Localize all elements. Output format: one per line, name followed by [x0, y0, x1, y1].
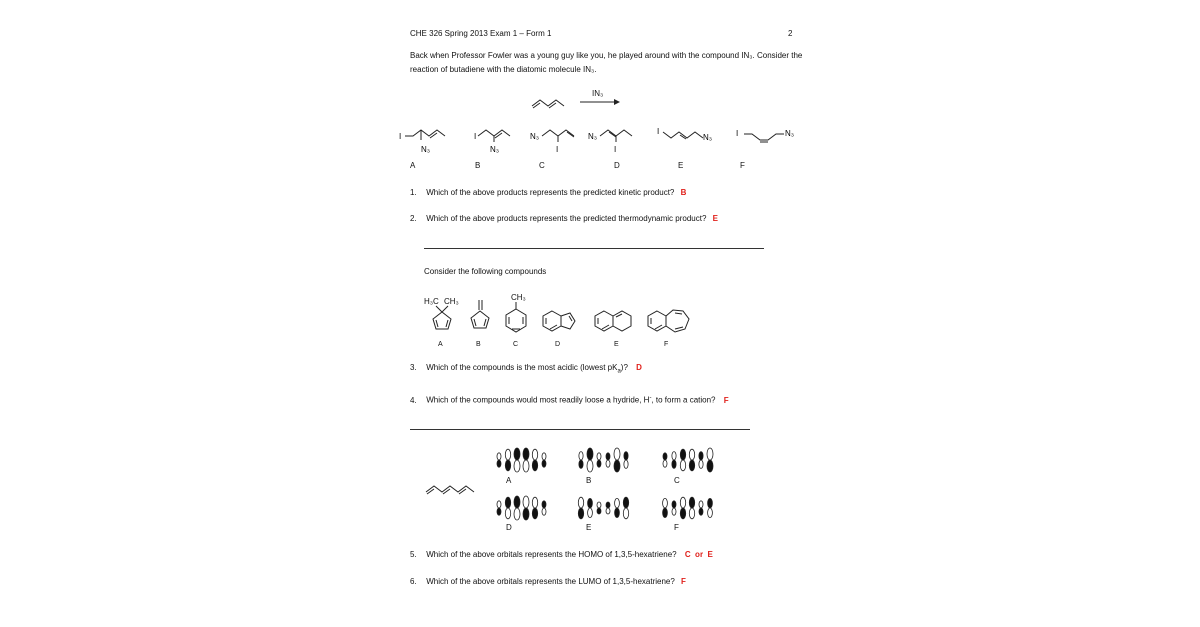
- svg-text:N₃: N₃: [421, 145, 431, 154]
- orbital-lobe-top: [497, 453, 501, 460]
- orbital-label-e: E: [586, 523, 592, 532]
- orbital-a-diagram: [494, 448, 550, 472]
- svg-text:I: I: [736, 129, 739, 138]
- orbital-lobe-top: [505, 497, 510, 508]
- compound-label-b: B: [476, 341, 481, 348]
- product-label-f: F: [740, 161, 745, 170]
- product-a-structure: [399, 126, 465, 156]
- question-4-answer: F: [723, 395, 729, 405]
- orbital-lobe-top: [578, 497, 583, 508]
- orbital-lobe-top: [672, 501, 676, 508]
- orbital-label-a: A: [506, 476, 512, 485]
- compound-label-e: E: [614, 341, 619, 348]
- orbital-lobe-top: [587, 448, 593, 460]
- divider-1: [424, 248, 764, 249]
- compound-label-d: D: [555, 341, 561, 348]
- orbital-lobe-bottom: [542, 460, 546, 467]
- product-d-structure: [588, 126, 648, 156]
- question-3: [410, 364, 642, 375]
- question-3-text: Which of the compounds is the most acidic (lowest pK: [426, 363, 618, 372]
- question-5-answer: C or E: [684, 550, 713, 559]
- orbital-lobe-top: [614, 448, 620, 460]
- orbital-label-d: D: [506, 523, 512, 532]
- orbital-lobe-bottom: [597, 460, 601, 467]
- orbital-lobe-bottom: [505, 460, 510, 471]
- orbital-lobe-bottom: [672, 460, 676, 468]
- product-b-structure: [470, 126, 530, 156]
- orbital-lobe-top: [624, 452, 628, 460]
- question-4-text-after: , to form a cation?: [651, 395, 716, 405]
- question-2-text: Which of the above products represents the predicted thermodynamic product?: [426, 214, 707, 223]
- reaction-arrow: [580, 99, 620, 105]
- product-label-b: B: [475, 161, 481, 170]
- orbital-label-f: F: [674, 523, 679, 532]
- question-4: [410, 395, 729, 405]
- product-label-c: C: [539, 161, 545, 170]
- question-4-text: Which of the compounds would most readily loose a hydride, H: [426, 395, 650, 405]
- question-4-number: 4.: [410, 395, 417, 405]
- orbital-lobe-top: [689, 497, 694, 508]
- orbital-lobe-bottom: [689, 460, 694, 471]
- orbital-lobe-bottom: [614, 460, 620, 472]
- orbital-lobe-bottom: [597, 508, 601, 514]
- question-1-answer: B: [680, 188, 687, 197]
- orbital-lobe-bottom: [624, 460, 628, 468]
- question-6-text: Which of the above orbitals represents the LUMO of 1,3,5-hexatriene?: [426, 577, 675, 586]
- compounds-prompt: Consider the following compounds: [424, 267, 547, 276]
- orbital-lobe-top: [579, 452, 583, 460]
- orbital-lobe-bottom: [708, 508, 713, 518]
- substituent-ch3-c: CH₃: [511, 293, 526, 302]
- divider-2: [410, 429, 750, 430]
- question-1: [410, 189, 686, 197]
- orbital-lobe-bottom: [514, 460, 520, 472]
- compound-e-structure: [592, 309, 636, 335]
- orbital-lobe-top: [505, 449, 510, 460]
- svg-text:I: I: [556, 145, 559, 154]
- orbital-lobe-top: [615, 498, 620, 508]
- orbital-lobe-bottom: [606, 508, 610, 514]
- orbital-lobe-bottom: [606, 460, 610, 467]
- question-1-text: Which of the above products represents the predicted kinetic product?: [426, 188, 675, 197]
- orbital-lobe-bottom: [514, 508, 520, 520]
- orbital-d-diagram: [494, 496, 550, 520]
- orbital-lobe-bottom: [532, 460, 537, 471]
- orbital-lobe-top: [708, 498, 713, 508]
- orbital-lobe-top: [663, 498, 668, 508]
- butadiene-structure: [530, 96, 570, 110]
- orbital-lobe-top: [514, 496, 520, 508]
- orbital-lobe-top: [623, 497, 628, 508]
- question-5-text: Which of the above orbitals represents the HOMO of 1,3,5-hexatriene?: [426, 550, 677, 559]
- question-5: [410, 551, 713, 559]
- compound-f-structure: [645, 309, 693, 335]
- orbital-lobe-bottom: [523, 460, 529, 472]
- question-3-number: 3.: [410, 363, 417, 372]
- orbital-f-diagram: [660, 496, 716, 520]
- orbital-label-b: B: [586, 476, 592, 485]
- orbital-lobe-bottom: [672, 508, 676, 515]
- product-label-e: E: [678, 161, 684, 170]
- question-2: [410, 215, 718, 223]
- compound-a-structure: [428, 306, 458, 336]
- product-label-a: A: [410, 161, 416, 170]
- orbital-lobe-top: [514, 448, 520, 460]
- compound-label-f: F: [664, 341, 669, 348]
- svg-text:N₃: N₃: [530, 132, 540, 141]
- question-6: [410, 578, 686, 586]
- orbital-lobe-bottom: [663, 508, 668, 518]
- question-3-answer: D: [636, 363, 642, 372]
- page-number: 2: [788, 29, 793, 38]
- question-2-answer: E: [712, 214, 718, 223]
- orbital-lobe-bottom: [505, 508, 510, 519]
- svg-text:I: I: [657, 127, 660, 136]
- hexatriene-structure: [424, 480, 484, 496]
- substituent-ch3-a: CH₃: [444, 297, 459, 306]
- orbital-lobe-bottom: [623, 508, 628, 519]
- orbital-lobe-bottom: [699, 460, 703, 468]
- compound-c-structure: [503, 302, 533, 336]
- orbital-label-c: C: [674, 476, 680, 485]
- orbital-lobe-bottom: [680, 508, 685, 519]
- svg-text:N₃: N₃: [703, 133, 713, 142]
- compound-d-structure: [540, 309, 580, 335]
- orbital-lobe-top: [707, 448, 713, 460]
- intro-line-1: Back when Professor Fowler was a young guy like you, he played around with the compound IN₃. Consider the: [410, 51, 803, 60]
- svg-text:N₃: N₃: [490, 145, 500, 154]
- product-label-d: D: [614, 161, 620, 170]
- svg-text:I: I: [474, 132, 477, 141]
- orbital-lobe-top: [532, 497, 537, 508]
- orbital-lobe-bottom: [588, 508, 593, 518]
- orbital-c-diagram: [660, 448, 716, 472]
- orbital-lobe-top: [699, 452, 703, 460]
- question-3-subscript: a: [617, 368, 621, 375]
- orbital-b-diagram: [576, 448, 632, 472]
- intro-line-2: reaction of butadiene with the diatomic molecule IN₃.: [410, 65, 597, 74]
- question-5-number: 5.: [410, 550, 417, 559]
- orbital-lobe-bottom: [497, 460, 501, 467]
- orbital-lobe-top: [689, 449, 694, 460]
- orbital-lobe-top: [597, 453, 601, 460]
- orbital-lobe-bottom: [578, 508, 583, 519]
- substituent-h3c: H₃C: [424, 297, 439, 306]
- orbital-lobe-top: [663, 453, 667, 460]
- orbital-lobe-top: [680, 449, 685, 460]
- orbital-lobe-top: [672, 452, 676, 460]
- product-c-structure: [530, 126, 590, 156]
- orbital-lobe-bottom: [523, 508, 529, 520]
- orbital-lobe-top: [542, 501, 546, 508]
- orbital-lobe-top: [588, 498, 593, 508]
- question-1-number: 1.: [410, 188, 417, 197]
- orbital-lobe-bottom: [689, 508, 694, 519]
- orbital-lobe-top: [680, 497, 685, 508]
- orbital-lobe-top: [523, 496, 529, 508]
- question-3-text-after: )?: [620, 363, 628, 372]
- orbital-lobe-top: [542, 453, 546, 460]
- product-f-structure: [736, 126, 806, 156]
- orbital-lobe-bottom: [680, 460, 685, 471]
- question-2-number: 2.: [410, 214, 417, 223]
- reagent-label: IN₃: [592, 89, 604, 98]
- question-6-answer: F: [681, 577, 686, 586]
- orbital-lobe-bottom: [699, 508, 703, 515]
- orbital-e-diagram: [576, 496, 632, 520]
- orbital-lobe-bottom: [707, 460, 713, 472]
- compound-label-c: C: [513, 341, 519, 348]
- question-4-superscript: -: [649, 395, 652, 401]
- svg-text:I: I: [399, 132, 402, 141]
- orbital-lobe-bottom: [579, 460, 583, 468]
- svg-text:I: I: [614, 145, 617, 154]
- orbital-lobe-top: [523, 448, 529, 460]
- orbital-lobe-bottom: [532, 508, 537, 519]
- orbital-lobe-bottom: [615, 508, 620, 518]
- svg-text:N₃: N₃: [588, 132, 598, 141]
- question-6-number: 6.: [410, 577, 417, 586]
- orbital-lobe-top: [699, 501, 703, 508]
- orbital-lobe-bottom: [587, 460, 593, 472]
- orbital-lobe-bottom: [497, 508, 501, 515]
- course-header: CHE 326 Spring 2013 Exam 1 – Form 1: [410, 29, 552, 38]
- svg-text:N₃: N₃: [785, 129, 795, 138]
- compound-label-a: A: [438, 341, 443, 348]
- orbital-lobe-top: [606, 453, 610, 460]
- orbital-lobe-top: [497, 501, 501, 508]
- orbital-lobe-bottom: [542, 508, 546, 515]
- orbital-lobe-top: [532, 449, 537, 460]
- compound-b-structure: [466, 300, 496, 334]
- orbital-lobe-top: [597, 502, 601, 508]
- orbital-lobe-bottom: [663, 460, 667, 467]
- orbital-lobe-top: [606, 502, 610, 508]
- product-e-structure: [655, 126, 725, 156]
